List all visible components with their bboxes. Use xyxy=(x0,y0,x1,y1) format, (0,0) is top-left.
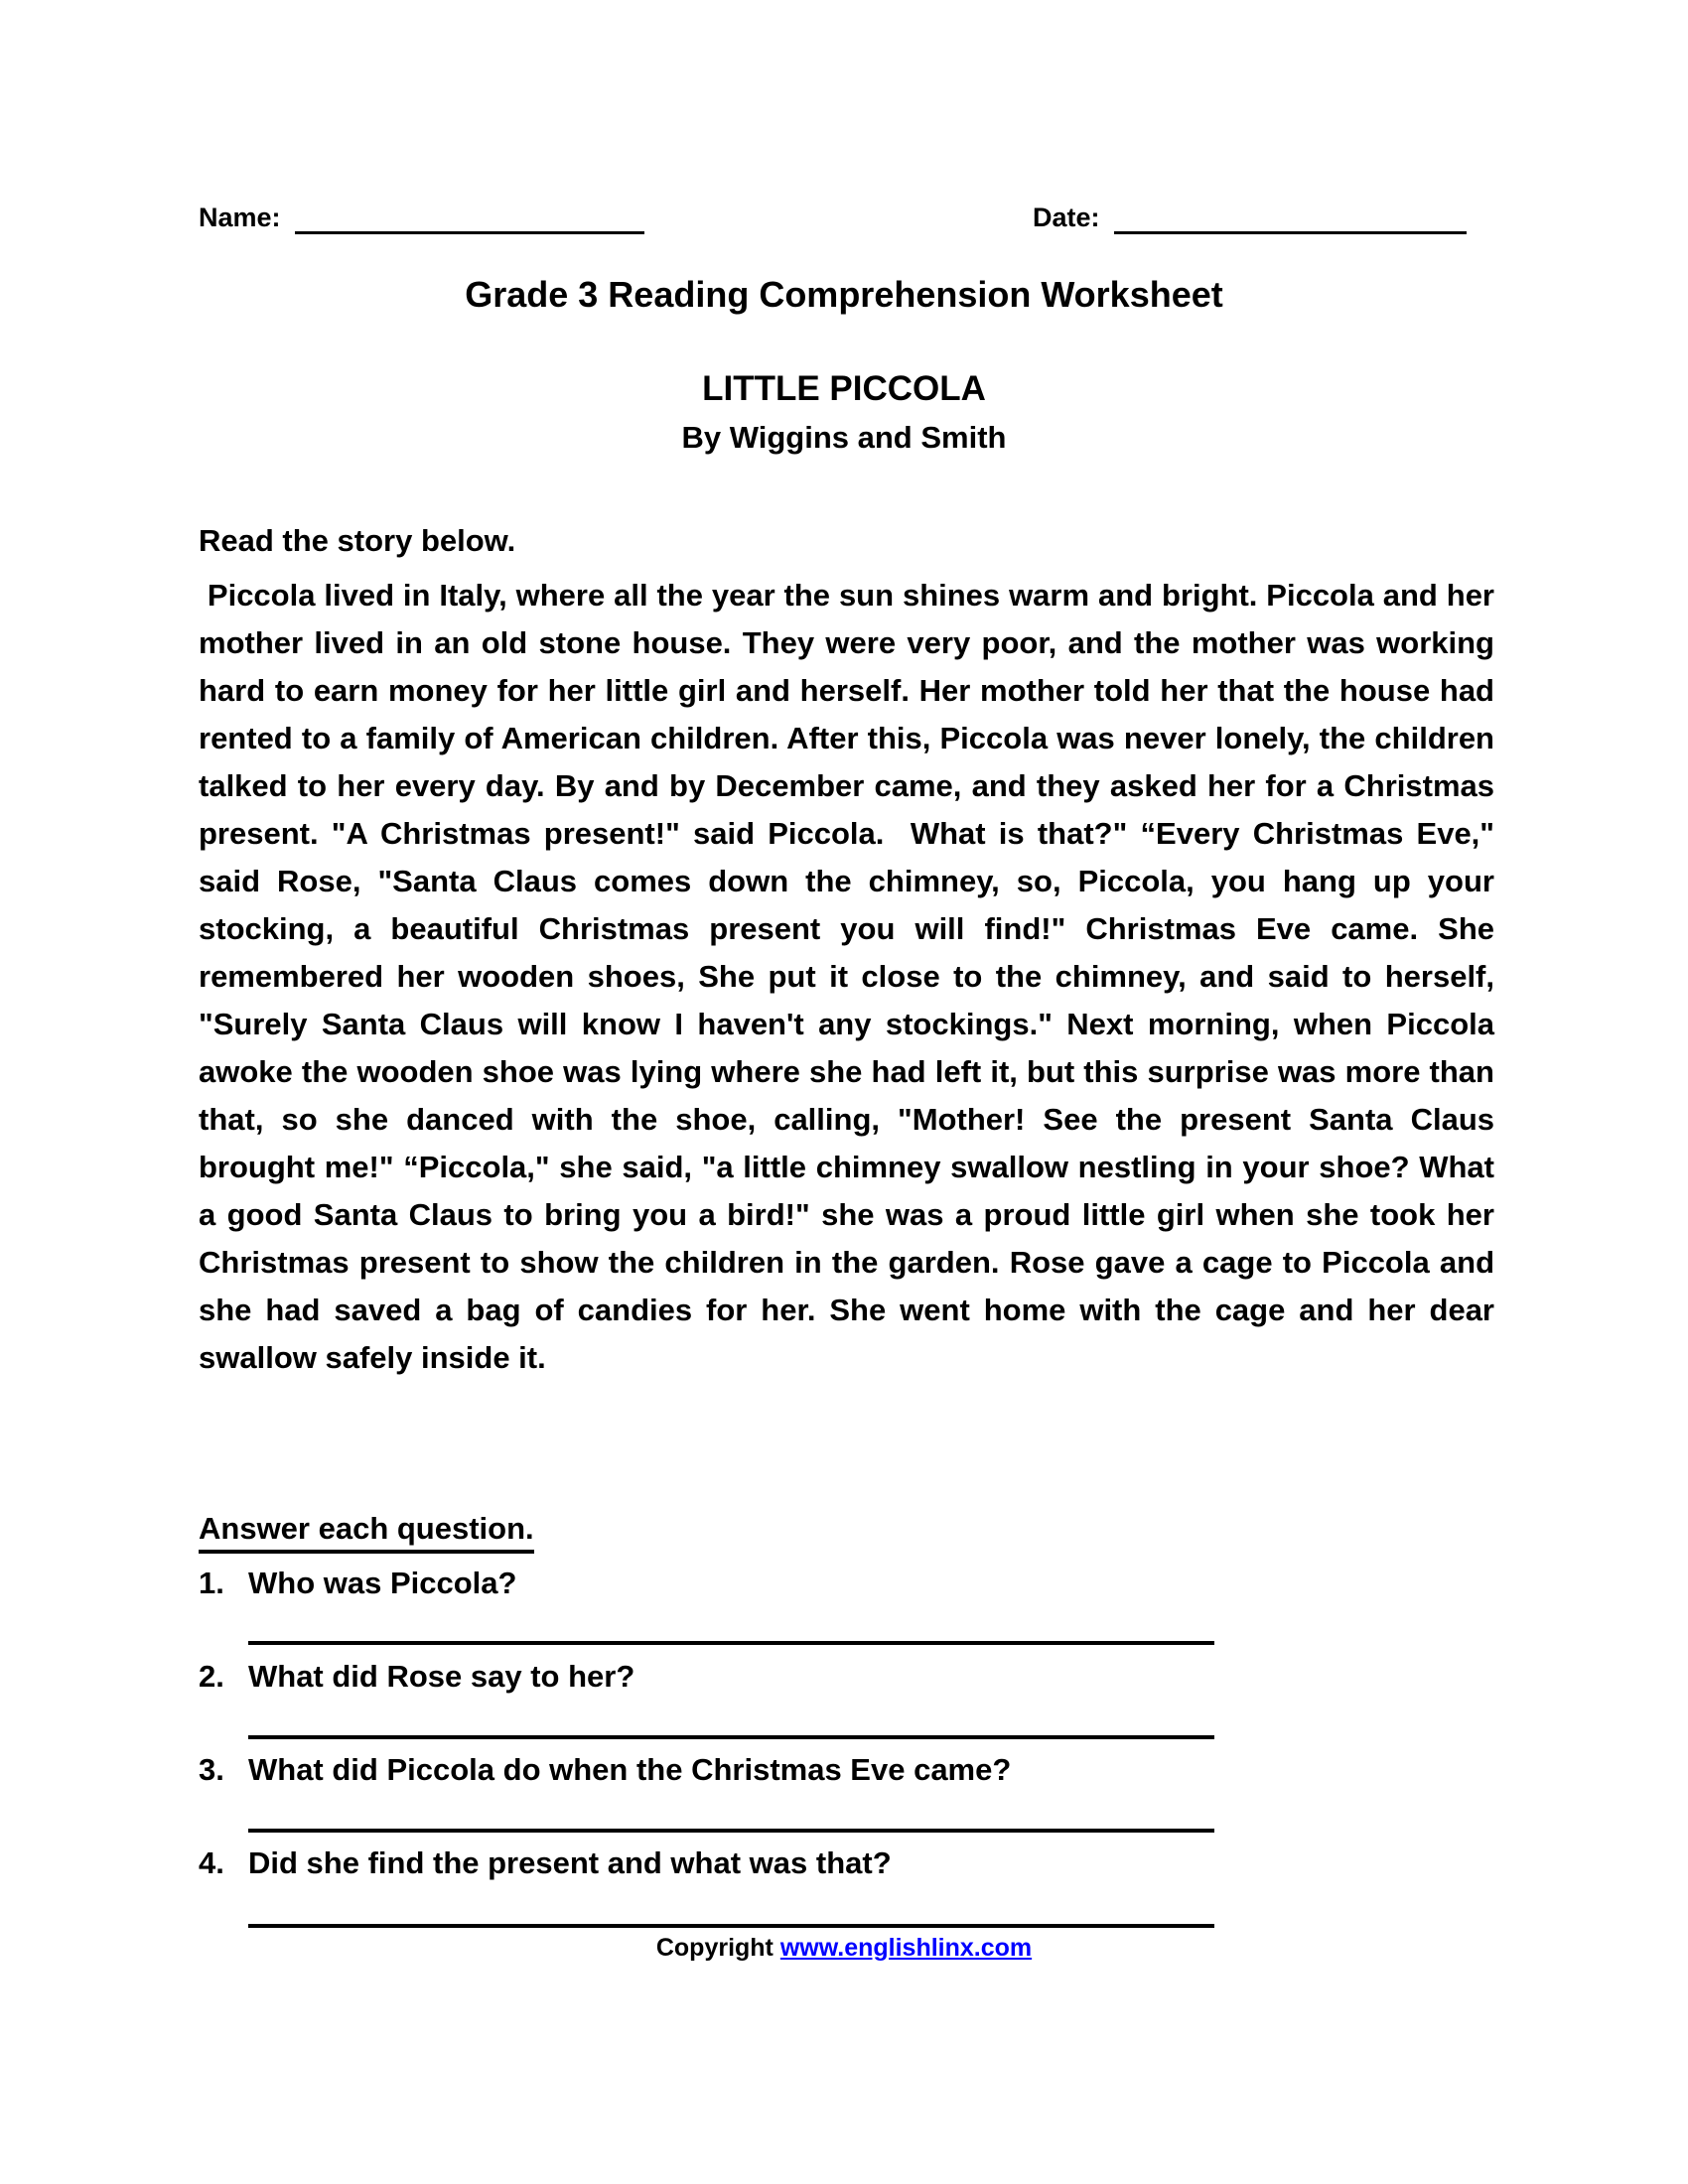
story-byline: By Wiggins and Smith xyxy=(681,420,1007,455)
story-text: Piccola lived in Italy, where all the year the sun shines warm and bright. Piccola and her mother lived in an old stone house. They were very poor, and the mother was working hard to earn money for her little girl and herself. Her mother told her that the house had rented to a family of American children. After this, Piccola was never lonely, the children talked to her every day. By and by December came, and they asked her for a Christmas present. "A Christmas present!" said Piccola. What is that?" “Every Christmas Eve," said Rose, "Santa Claus comes down the chimney, so, Piccola, you hang up your stocking, a beautiful Christmas present you will find!" Christmas Eve came. She remembered her wooden shoes, She put it close to the chimney, and said to herself, "Surely Santa Claus will know I haven't any stockings." Next morning, when Piccola awoke the wooden shoe was lying where she had left it, but this surprise was more than that, so she danced with the shoe, calling, "Mother! See the present Santa Claus brought me!" “Piccola," she said, "a little chimney swallow nestling in your shoe? What a good Santa Claus to bring you a bird!" she was a proud little girl when she took her Christmas present to show the children in the garden. Rose gave a cage to Piccola and she had saved a bag of candies for her. She went home with the cage and her dear swallow safely inside it. xyxy=(199,578,1494,1375)
question-text: What did Rose say to her? xyxy=(248,1659,635,1694)
answer-blank-line-4 xyxy=(248,1924,1214,1928)
date-field xyxy=(1033,201,1467,234)
question-number: 4. xyxy=(199,1845,224,1880)
question-item-2 xyxy=(199,1658,634,1696)
read-instruction: Read the story below. xyxy=(199,523,516,558)
question-item-3 xyxy=(199,1751,1011,1789)
answer-blank-line-1 xyxy=(248,1641,1214,1645)
story-title: LITTLE PICCOLA xyxy=(702,369,986,408)
question-item-1 xyxy=(199,1565,516,1602)
footer xyxy=(0,1934,1688,1963)
answer-blank-line-2 xyxy=(248,1735,1214,1739)
footer-link[interactable]: www.englishlinx.com xyxy=(779,1934,1033,1962)
question-text: Who was Piccola? xyxy=(248,1566,517,1600)
date-label: Date: xyxy=(1033,203,1100,232)
question-number: 1. xyxy=(199,1566,224,1600)
question-number: 2. xyxy=(199,1659,224,1694)
copyright-label: Copyright xyxy=(655,1934,774,1962)
question-item-4 xyxy=(199,1844,892,1882)
name-field xyxy=(199,201,644,234)
question-text: Did she find the present and what was that? xyxy=(248,1845,892,1880)
name-label: Name: xyxy=(199,203,281,232)
answer-blank-line-3 xyxy=(248,1829,1214,1833)
answer-instruction: Answer each question. xyxy=(199,1511,534,1554)
question-text: What did Piccola do when the Christmas Eve came? xyxy=(248,1752,1012,1787)
worksheet-title: Grade 3 Reading Comprehension Worksheet xyxy=(465,274,1223,315)
date-blank-line xyxy=(1114,201,1467,234)
name-blank-line xyxy=(295,201,644,234)
question-number: 3. xyxy=(199,1752,224,1787)
